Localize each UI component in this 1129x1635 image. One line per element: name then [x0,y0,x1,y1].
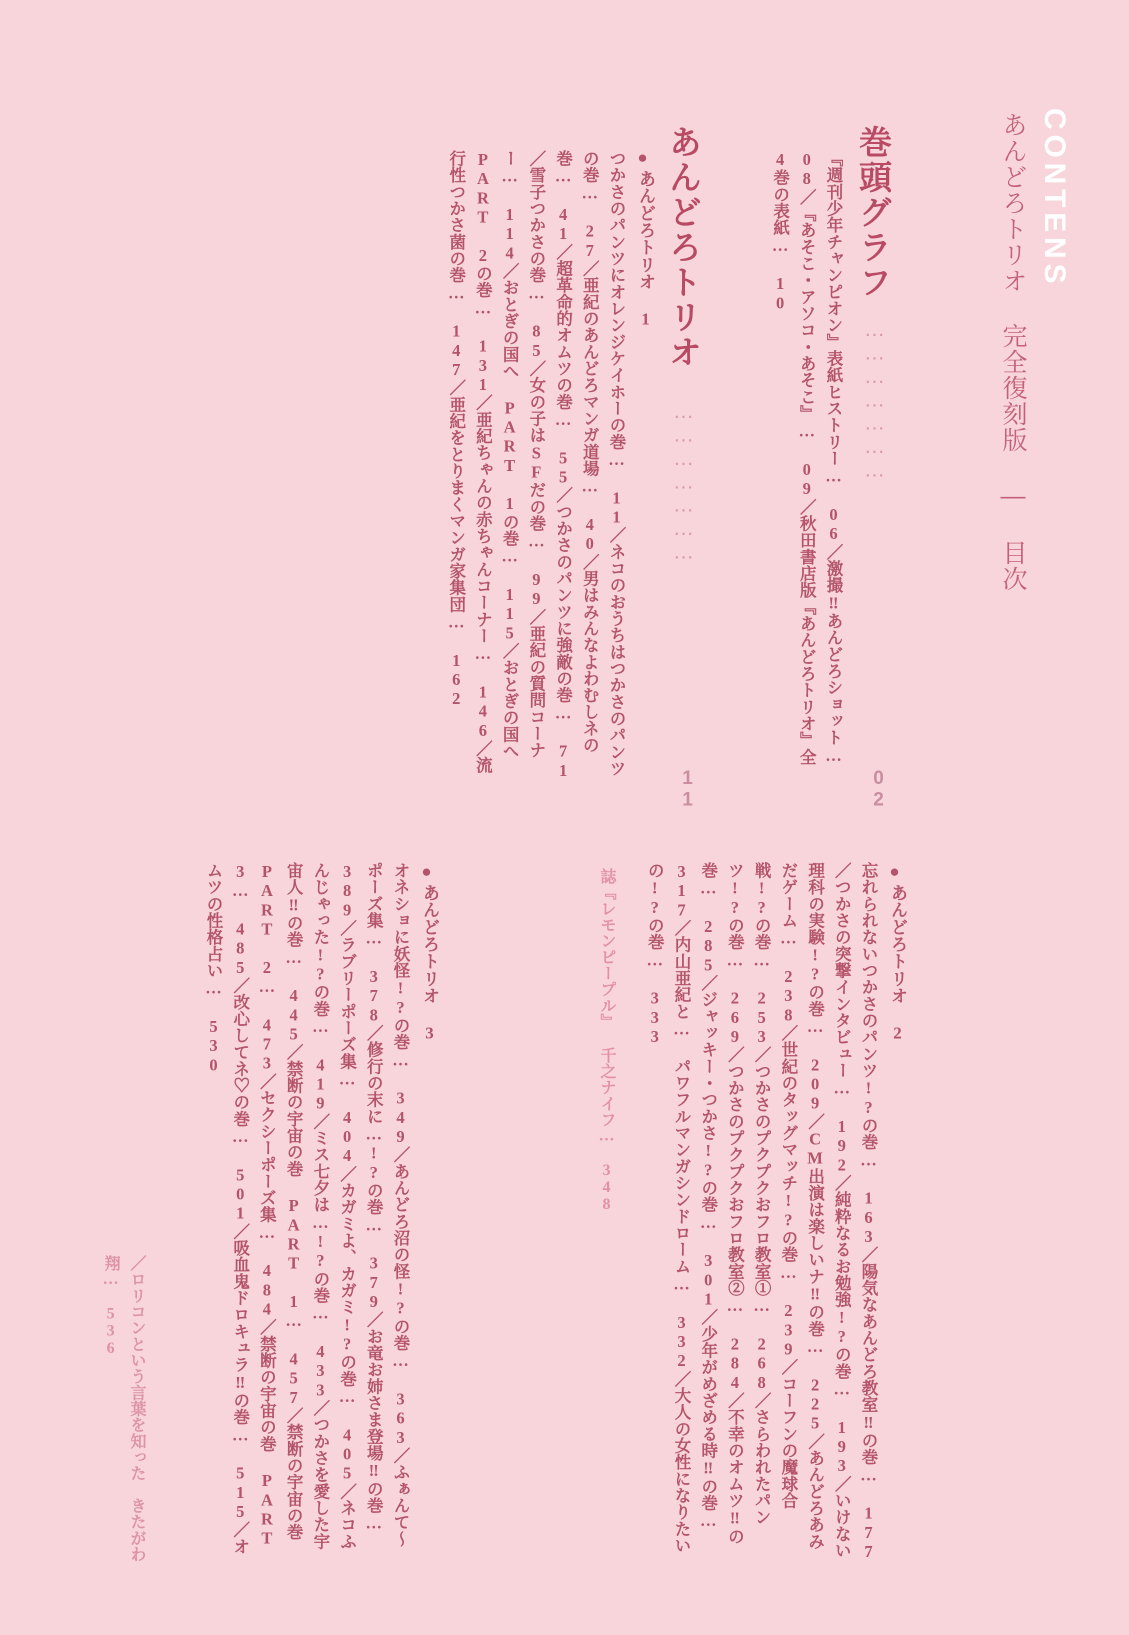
trio-page-number: 11 [677,768,698,811]
section-heading-trio: あんどろトリオ [665,125,702,370]
bullet-trio3: ● [417,862,436,882]
gravure-entries: 『週刊少年チャンピオン』表紙ヒストリー… 06／激撮‼あんどろショット… 08／『あそこ・アソコ・あそこ』… 09／秋田書店版『あんどろトリオ』全4巻の表紙… 10 [770,150,843,765]
bullet-trio1: ● [633,148,652,168]
gravure-page-number: 02 [868,768,889,811]
contens-label: CONTENS [1038,108,1071,289]
trio-leader: ………………… [672,400,695,564]
trio2-credit: 誌『レモンピープル』 千之ナイフ… 348 [598,868,615,1214]
trio2-entries: 忘れられないつかさのパンツ!?の巻… 163／陽気なあんどろ教室‼の巻… 177／つかさの突撃インタビュー… 192／純粋なるお勉強!?の巻… 193／いけない理科の実験!?の巻… 209／CM出演は楽しいナ‼の巻… 225／あんどろあみだゲーム… 238／世紀のタッグマッチ!?の巻… 239／コーフンの魔球合戦!?の巻… 253／つかさのプクプクおフロ教室①… 268／さらわれたパンツ!?の巻… 269／つかさのプクプクおフロ教室②… 284／不幸のオムツ‼の巻… 285／ジャッキー・つかさ!?の巻… 301／少年がめざめる時‼の巻… 317／内山亜紀と… パワフルマンガシンドローム… 332／大人の女性になりたいの!?の巻… 333 [645,862,878,1562]
trio1-entries: つかさのパンツにオレンジケイホーの巻… 11／ネコのおうちはつかさのパンツの巻… 27／亜紀のあんどろマンガ道場… 40／男はみんなよわむしネの巻… 41／超革命的オムツの巻… 55／つかさのパンツに強敵の巻… 71／雪子つかさの巻… 85／女の子はSFだの巻… 99／亜紀の質問コーナー… 114／おとぎの国へ PART 1の巻… 115／おとぎの国へ PART 2の巻… 131／亜紀ちゃんの赤ちゃんコーナー… 146／流行性つかさ菌の巻… 147／亜紀をとりまくマンガ家集団… 162 [446,150,626,780]
section-heading-trio3: あんどろトリオ 3 [420,884,439,1043]
gravure-leader: ………………… [863,318,886,482]
bullet-trio2: ● [885,862,904,882]
section-heading-trio2: あんどろトリオ 2 [888,884,907,1043]
trio3-credit: ／ロリコンという言葉を知った きたがわ翔… 536 [102,1255,145,1563]
page-title: あんどろトリオ 完全復刻版 ― 目次 [999,112,1027,592]
trio3-entries: オネショに妖怪!?の巻… 349／あんどろ沼の怪!?の巻… 363／ふぁんて～ポーズ集… 378／修行の末に…!?の巻… 379／お竜お姉さま登場‼の巻… 389／ラブリーポーズ集… 404／カガミよ、カガミ!?の巻… 405／ネコふんじゃった!?の巻… 419／ミス七夕は…!?の巻… 433／つかさを愛した宇宙人‼の巻… 445／禁断の宇宙の巻 PART 1… 457／禁断の宇宙の巻 PART 2… 473／セクシーポーズ集… 484／禁断の宇宙の巻 PART 3… 485／改心してネ♡の巻… 501／吸血鬼ドロキュラ‼の巻… 515／オムツの性格占い… 530 [203,862,410,1555]
section-heading-gravure: 巻頭グラフ [855,125,892,300]
section-heading-trio1: あんどろトリオ 1 [636,170,655,329]
